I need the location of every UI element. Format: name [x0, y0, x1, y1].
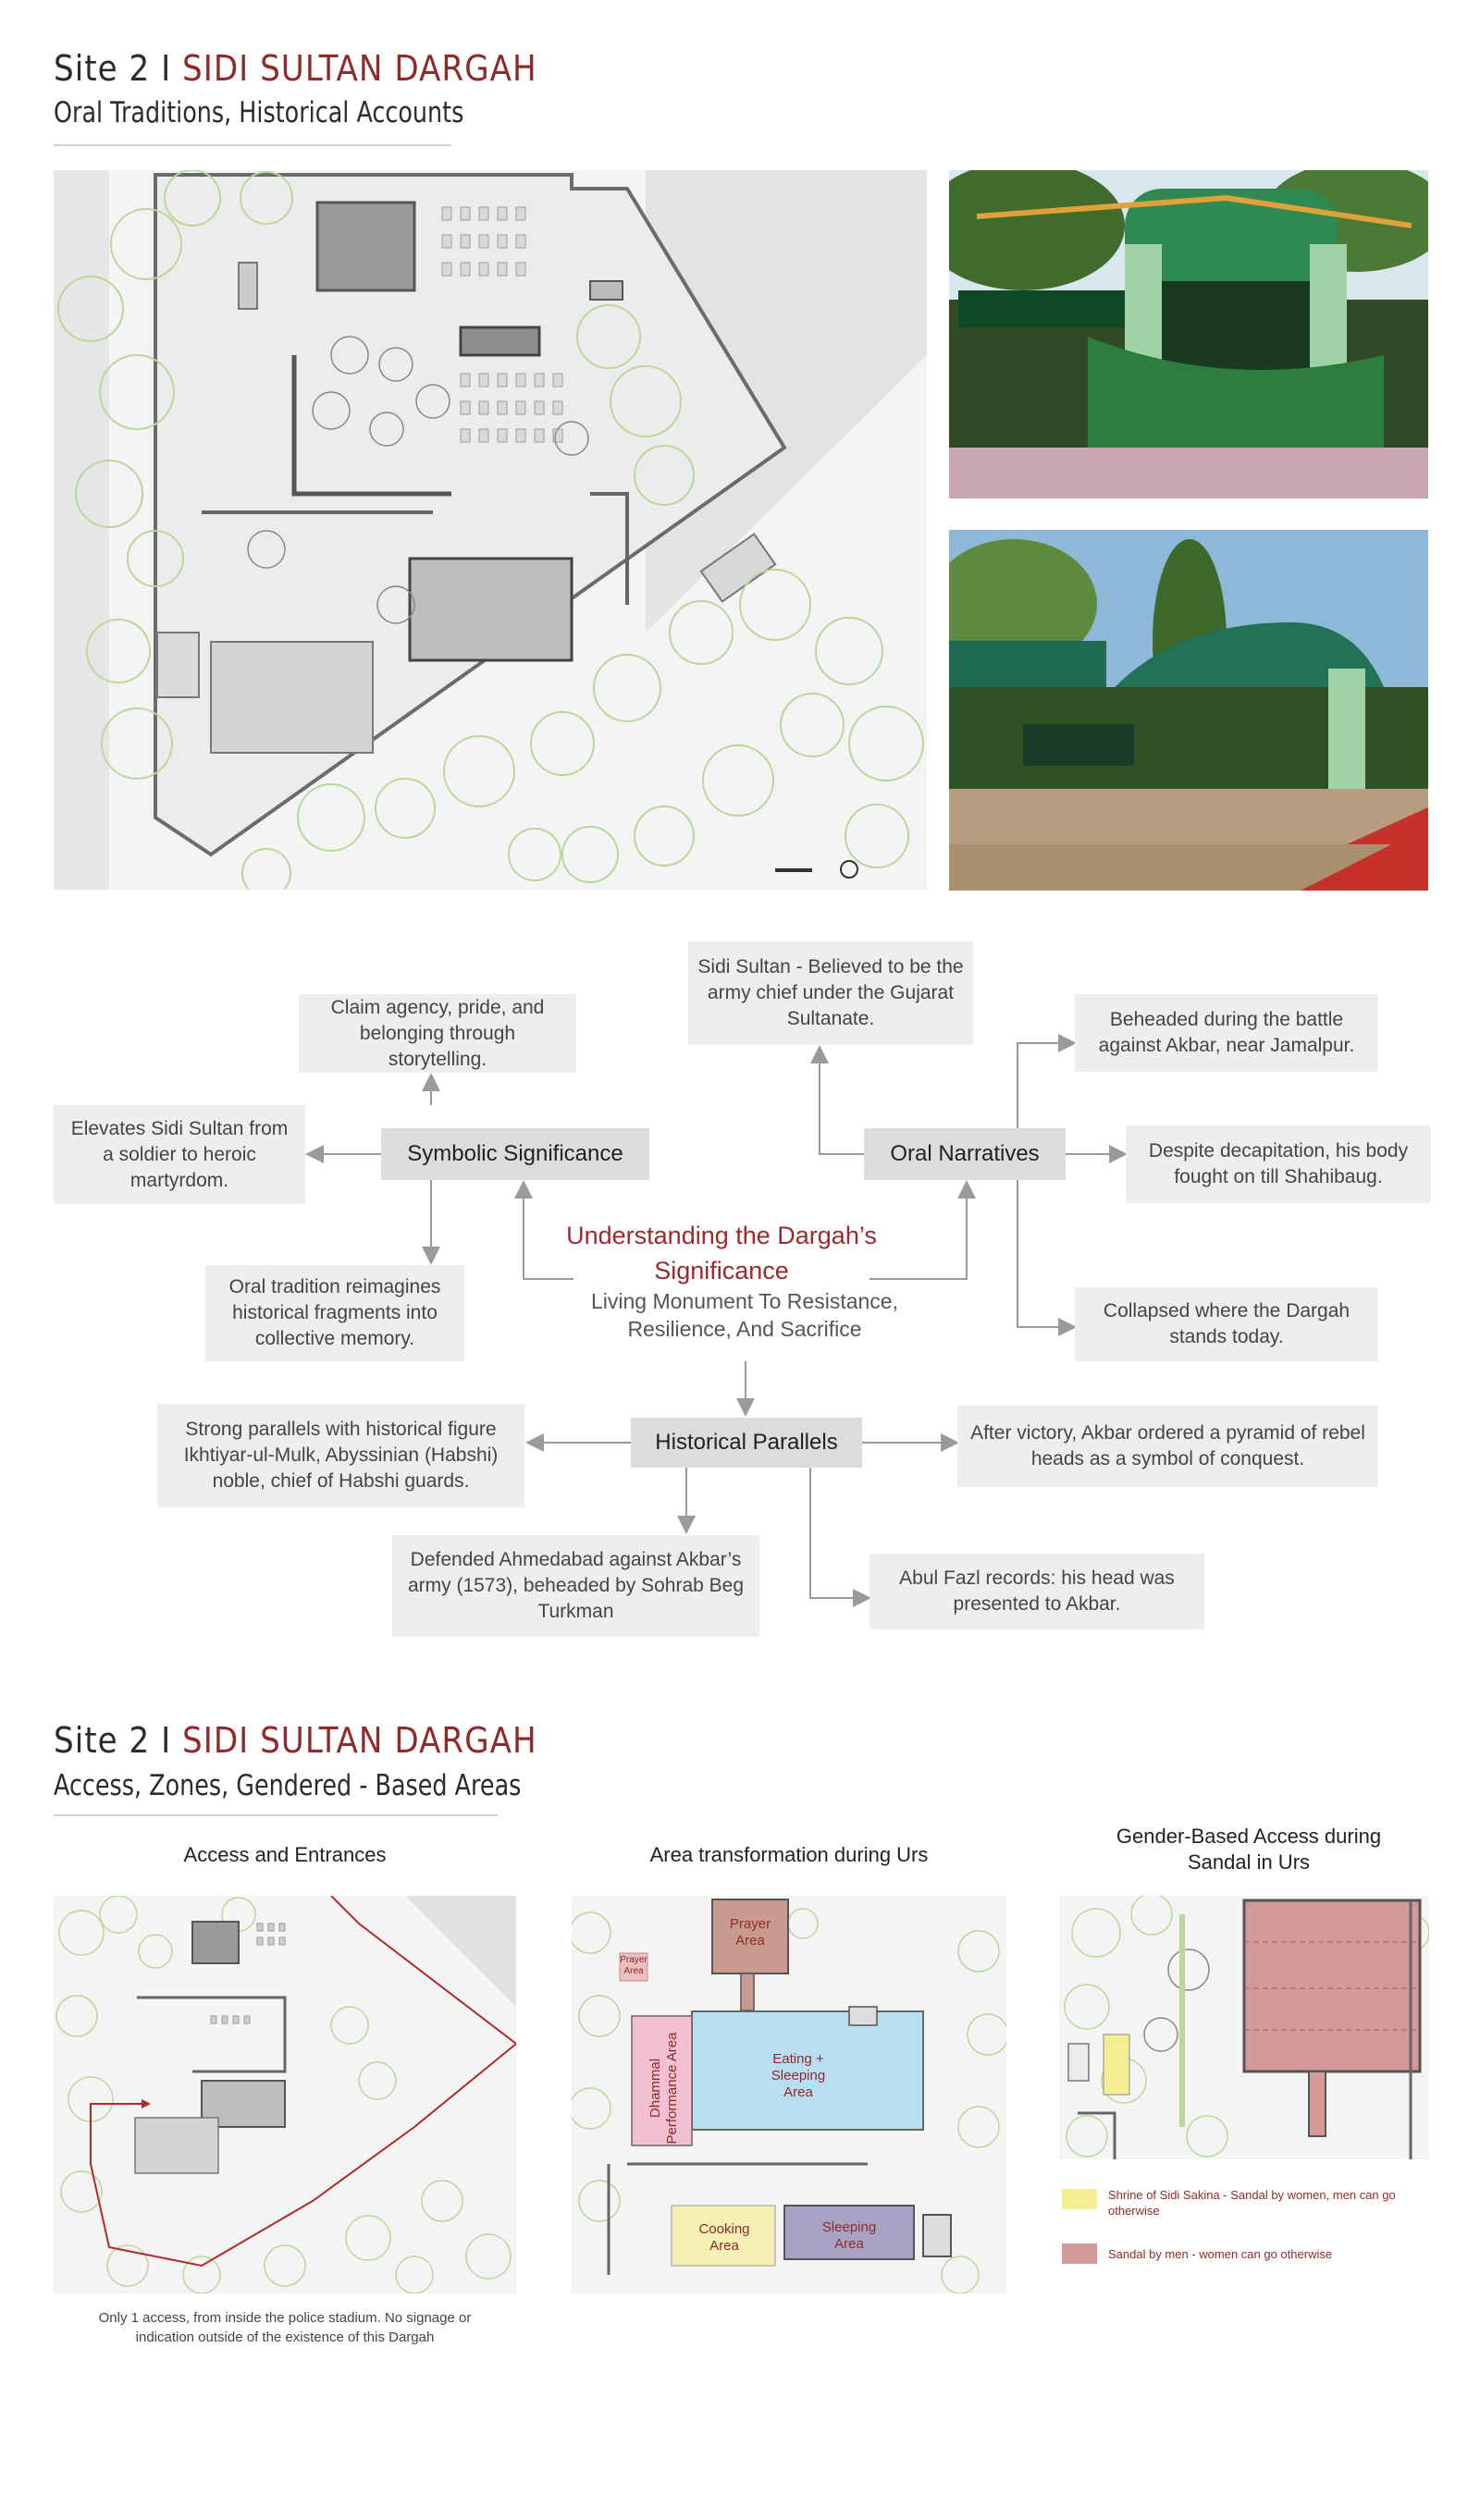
- note-pyramid: After victory, Akbar ordered a pyramid of rebel heads as a symbol of conquest.: [957, 1406, 1378, 1487]
- legend-swatch-pink: [1062, 2243, 1097, 2264]
- access-caption-line2: indication outside of the existence of this Dargah: [135, 2329, 435, 2345]
- urs-zones-plan: [572, 1896, 1006, 2293]
- zone-label-eating: Eating + Sleeping Area: [771, 2051, 826, 2100]
- legend-swatch-yellow: [1062, 2189, 1097, 2209]
- panel-title-urs: Area transformation during Urs: [649, 1843, 929, 1866]
- legend-label-yellow: Shrine of Sidi Sakina - Sandal by women, men can go otherwise: [1108, 2188, 1396, 2218]
- section2-divider: [54, 1814, 498, 1816]
- note-parallels: Strong parallels with historical figure Ikhtiyar-ul-Mulk, Abyssinian (Habshi) noble, chief of Habshi guards.: [157, 1404, 524, 1507]
- note-beheaded: Beheaded during the battle against Akbar, near Jamalpur.: [1075, 994, 1378, 1072]
- note-defended: Defended Ahmedabad against Akbar’s army (1573), beheaded by Sohrab Beg Turkman: [392, 1535, 759, 1637]
- section1-site-prefix: Site 2 I: [54, 48, 183, 89]
- zone-label-cooking: Cooking Area: [698, 2221, 750, 2254]
- section2-title: [54, 1720, 537, 1761]
- section2-site-prefix: Site 2 I: [54, 1720, 183, 1761]
- zone-label-prayer: Prayer Area: [729, 1916, 771, 1948]
- access-caption: [54, 2308, 516, 2347]
- diagram-center-subtitle: Living Monument To Resistance, Resilience, And Sacrifice: [591, 1289, 898, 1341]
- hub-historical-parallels: Historical Parallels: [631, 1418, 862, 1468]
- diagram-center-title: Understanding the Dargah’s Significance: [566, 1222, 877, 1285]
- panel-title-access: Access and Entrances: [183, 1843, 387, 1866]
- panel-title-gender: Gender-Based Access during Sandal in Urs: [1116, 1825, 1382, 1874]
- gender-access-plan: [1059, 1896, 1429, 2159]
- section2-subtitle: Access, Zones, Gendered - Based Areas: [54, 1769, 522, 1802]
- hub-oral-narratives: Oral Narratives: [864, 1128, 1066, 1180]
- hub-symbolic-significance: Symbolic Significance: [381, 1128, 649, 1180]
- section1-subtitle: Oral Traditions, Historical Accounts: [54, 96, 464, 129]
- section1-site-name: SIDI SULTAN DARGAH: [182, 48, 537, 89]
- access-plan-drawing: [54, 1896, 516, 2293]
- note-reimagines: Oral tradition reimagines historical fragments into collective memory.: [205, 1265, 464, 1361]
- section2-site-name: SIDI SULTAN DARGAH: [182, 1720, 537, 1761]
- zone-label-dhammal: Dhammal Performance Area: [648, 2032, 680, 2145]
- note-claim-agency: Claim agency, pride, and belonging through storytelling.: [299, 994, 576, 1073]
- note-collapsed: Collapsed where the Dargah stands today.: [1075, 1287, 1378, 1361]
- note-army-chief: Sidi Sultan - Believed to be the army chief under the Gujarat Sultanate.: [688, 941, 973, 1045]
- zone-label-prayer-small: Prayer Area: [620, 1955, 648, 1976]
- note-fought: Despite decapitation, his body fought on till Shahibaug.: [1126, 1125, 1431, 1203]
- note-elevates: Elevates Sidi Sultan from a soldier to heroic martyrdom.: [54, 1105, 305, 1204]
- access-caption-line1: Only 1 access, from inside the police stadium. No signage or: [98, 2310, 472, 2326]
- note-abul-fazl: Abul Fazl records: his head was presented to Akbar.: [870, 1554, 1204, 1629]
- zone-label-sleeping: Sleeping Area: [821, 2219, 877, 2252]
- legend-label-pink: Sandal by men - women can go otherwise: [1108, 2247, 1333, 2261]
